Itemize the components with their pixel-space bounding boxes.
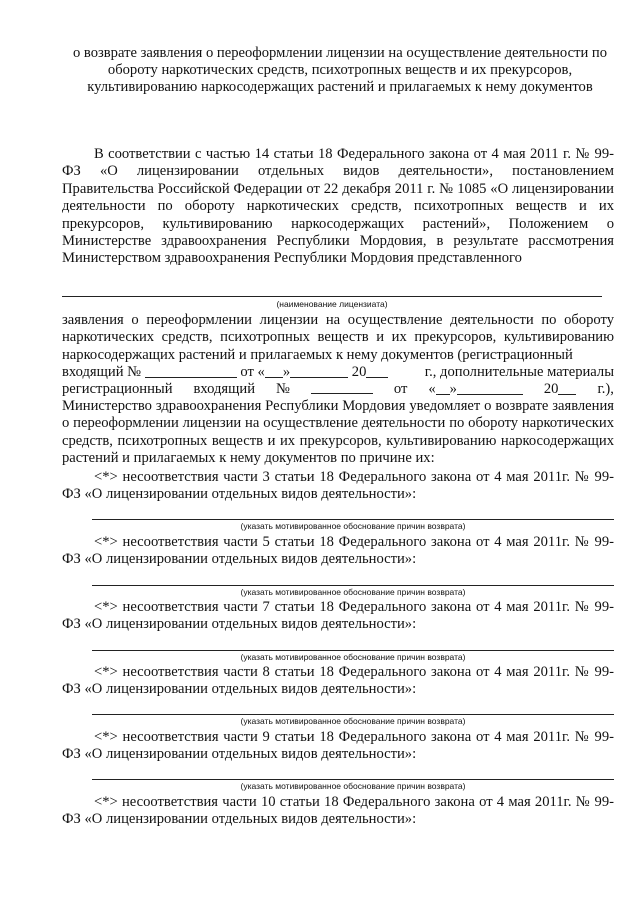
reg-quote: »: [282, 364, 291, 380]
registration-row-1: [62, 364, 614, 381]
licensee-caption: (наименование лицензиата): [276, 299, 388, 309]
reg2-number-sign: №: [275, 381, 290, 397]
reason-justification-field[interactable]: [92, 714, 614, 715]
reg2-month-field[interactable]: [457, 382, 523, 395]
reg2-number-field[interactable]: [311, 381, 373, 394]
body-paragraph-2: Министерство здравоохранения Республики Мордовия уведомляет о возврате заявления о переоформлении лицензии на осуществление деятельности по обороту наркотических средств, психотропных веществ и их прекурсоров, культивированию наркосодержащих растений и прилагаемых к нему документов по причине их:: [62, 398, 614, 467]
reg-from-label: от «: [240, 364, 265, 380]
reason-item: <*> несоответствия части 8 статьи 18 Федерального закона от 4 мая 2011г. № 99-ФЗ «О лицензировании отдельных видов деятельности»:: [62, 664, 614, 698]
reason-caption: (указать мотивированное обоснование причин возврата): [240, 652, 466, 662]
reg2-label-b: входящий: [193, 381, 256, 397]
reg-tail: г., дополнительные материалы: [424, 364, 614, 380]
reason-caption: (указать мотивированное обоснование причин возврата): [240, 781, 466, 791]
reg2-day-field[interactable]: [436, 382, 450, 395]
reg-year-label: 20: [351, 364, 367, 380]
reason-item: <*> несоответствия части 7 статьи 18 Федерального закона от 4 мая 2011г. № 99-ФЗ «О лицензировании отдельных видов деятельности»:: [62, 599, 614, 633]
reason-justification-field[interactable]: [92, 585, 614, 586]
document-title: о возврате заявления о переоформлении лицензии на осуществление деятельности по обороту наркотических средств, психотропных веществ и их прекурсоров, культивированию наркосодержащих растений и прилагаемых к нему документов: [72, 45, 608, 95]
reg2-from-label: от: [393, 381, 408, 397]
reg2-year-label: 20: [543, 381, 559, 397]
reason-item: <*> несоответствия части 10 статьи 18 Федерального закона от 4 мая 2011г. № 99-ФЗ «О лицензировании отдельных видов деятельности»:: [62, 794, 614, 828]
reg2-tail: г.),: [597, 381, 614, 397]
reason-justification-field[interactable]: [92, 779, 614, 780]
reg2-quote-open: «: [428, 381, 436, 397]
reason-justification-field[interactable]: [92, 650, 614, 651]
reg-incoming-label: входящий №: [62, 364, 142, 380]
reg2-year-field[interactable]: [558, 382, 576, 395]
reg-number-field[interactable]: [145, 365, 237, 378]
reg-day-field[interactable]: [265, 365, 283, 378]
reason-caption: (указать мотивированное обоснование причин возврата): [240, 716, 466, 726]
reg2-quote-close: »: [449, 381, 457, 397]
reason-item: <*> несоответствия части 3 статьи 18 Федерального закона от 4 мая 2011г. № 99-ФЗ «О лицензировании отдельных видов деятельности»:: [62, 469, 614, 503]
intro-paragraph: В соответствии с частью 14 статьи 18 Федерального закона от 4 мая 2011 г. № 99-ФЗ «О лицензировании отдельных видов деятельности», постановлением Правительства Российской Федерации от 22 декабря 2011 г. № 1085 «О лицензировании деятельности по обороту наркотических средств, психотропных веществ и их прекурсоров, культивированию наркосодержащих растений», Положением о Министерстве здравоохранения Республики Мордовия, в результате рассмотрения Министерством здравоохранения Республики Мордовия представленного: [62, 146, 614, 267]
reason-caption: (указать мотивированное обоснование причин возврата): [240, 521, 466, 531]
body-paragraph-1: заявления о переоформлении лицензии на осуществление деятельности по обороту наркотических средств, психотропных веществ и их прекурсоров, культивированию наркосодержащих растений и прилагаемых к нему документов (регистрационный: [62, 312, 614, 363]
reg-year-field[interactable]: [366, 365, 388, 378]
licensee-name-field[interactable]: [62, 296, 602, 297]
reason-item: <*> несоответствия части 5 статьи 18 Федерального закона от 4 мая 2011г. № 99-ФЗ «О лицензировании отдельных видов деятельности»:: [62, 534, 614, 568]
reason-caption: (указать мотивированное обоснование причин возврата): [240, 587, 466, 597]
reg-month-field[interactable]: [290, 365, 348, 378]
reg2-label-a: регистрационный: [62, 381, 173, 397]
registration-row-2: [62, 381, 614, 398]
reason-justification-field[interactable]: [92, 519, 614, 520]
reason-item: <*> несоответствия части 9 статьи 18 Федерального закона от 4 мая 2011г. № 99-ФЗ «О лицензировании отдельных видов деятельности»:: [62, 729, 614, 763]
